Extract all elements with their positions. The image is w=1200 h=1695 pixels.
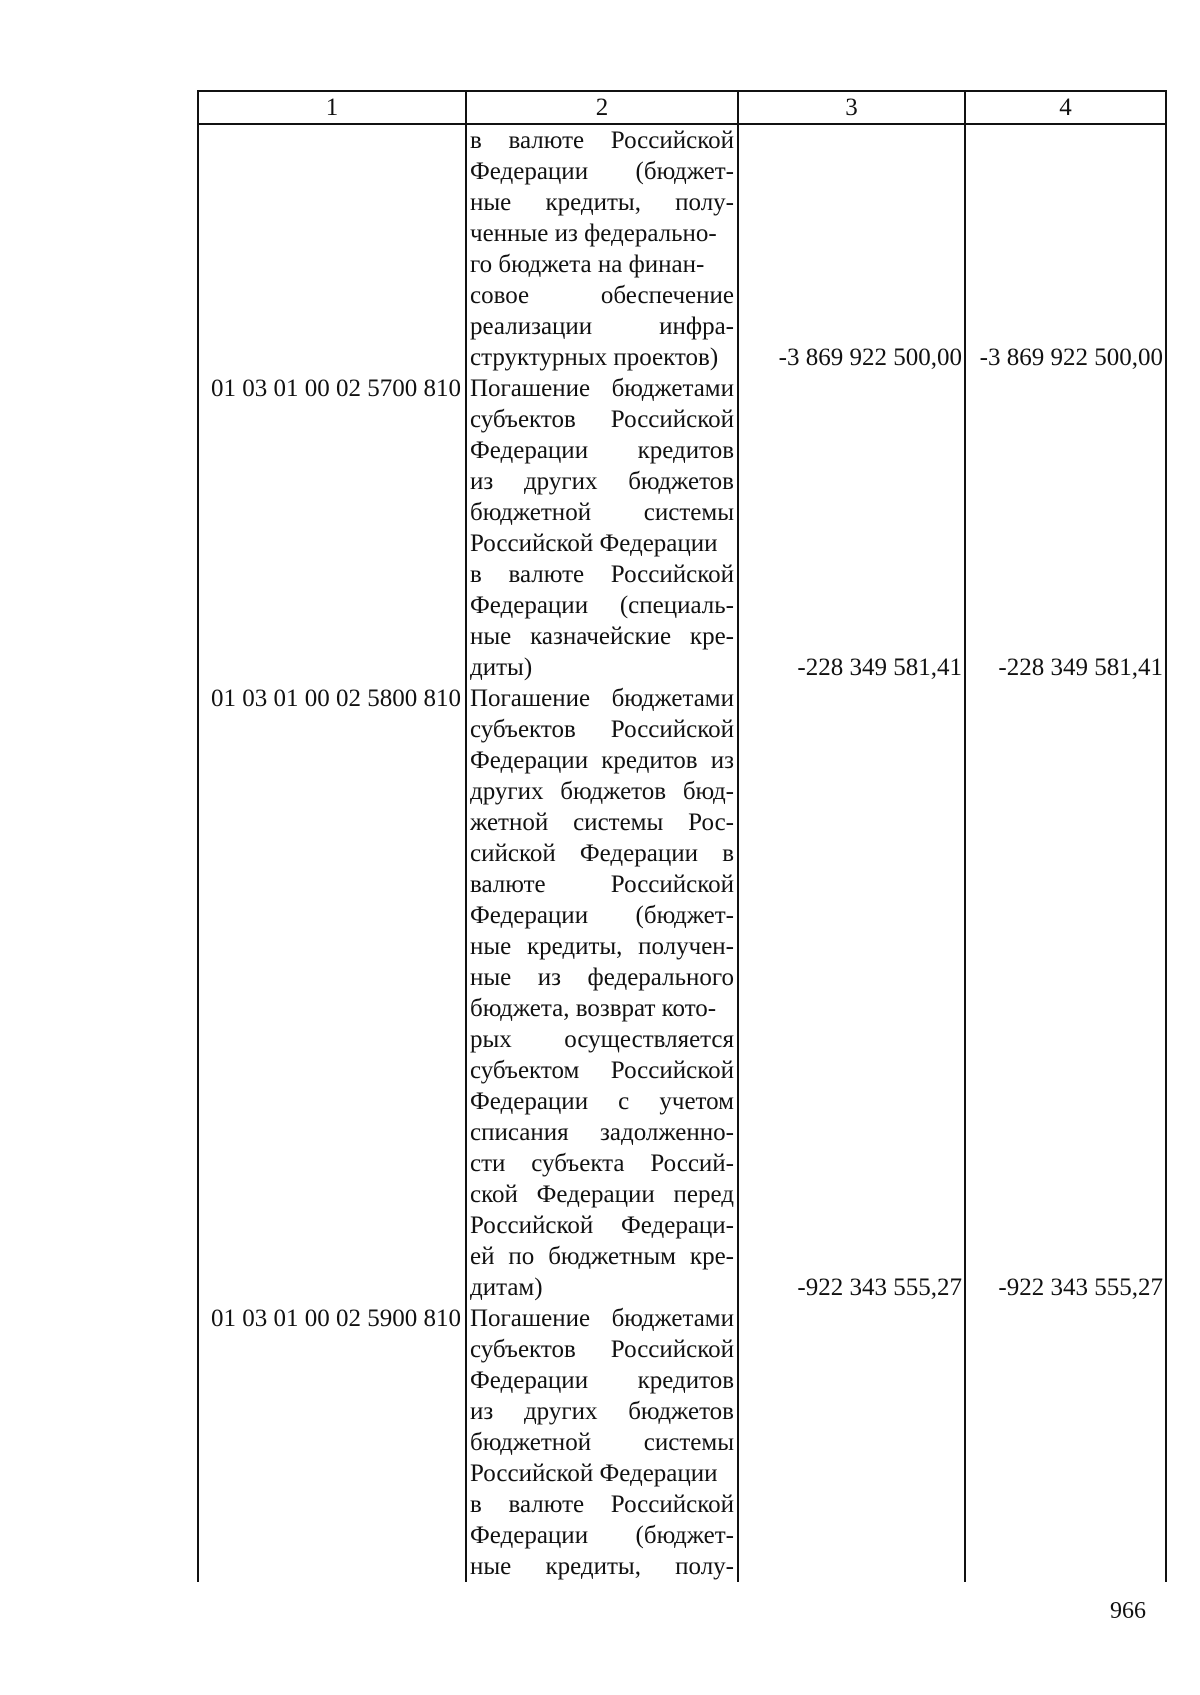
amount-col4-cell: -3 869 922 500,00 (965, 124, 1166, 373)
item-name-line: ные кредиты, получен- (470, 933, 734, 960)
item-name-line: списания задолженно- (470, 1119, 734, 1146)
budget-code-cell (198, 373, 466, 683)
amount-col3-cell: -228 349 581,41 (738, 373, 965, 683)
item-name-line: рых осуществляется (470, 1026, 734, 1053)
item-name-line: совое обеспечение (470, 282, 734, 309)
item-name-line: бюджета, возврат кото- (470, 995, 717, 1022)
item-name-line: бюджетной системы (470, 1429, 734, 1456)
item-name-cell (466, 124, 738, 373)
item-name-line: структурных проектов) (470, 344, 719, 371)
item-name-line: ской Федерации перед (470, 1181, 734, 1208)
item-name-line: реализации инфра- (470, 313, 734, 340)
item-name-line: в валюте Российской (470, 127, 734, 154)
item-name-line: Федерации (специаль- (470, 592, 734, 619)
table-header-row (198, 91, 1166, 124)
item-name-line: субъектов Российской (470, 716, 734, 743)
item-name-line: ные кредиты, полу- (470, 189, 734, 216)
item-name-line: ные казначейские кре- (470, 623, 734, 650)
table-row (198, 124, 1166, 373)
budget-code: 01 03 01 00 02 5700 810 (211, 375, 461, 402)
item-name-line: Федерации кредитов (470, 1367, 734, 1394)
item-name-line: Федерации кредитов из (470, 747, 734, 774)
item-name-line: сийской Федерации в (470, 840, 734, 867)
amount-col4-cell (965, 1303, 1166, 1582)
item-name-line: жетной системы Рос- (470, 809, 734, 836)
item-name-line: Российской Федераци- (470, 1212, 734, 1239)
table-row (198, 1303, 1166, 1582)
item-name-line: субъектом Российской (470, 1057, 734, 1084)
item-name-line: Федерации (бюджет- (470, 158, 734, 185)
table-row (198, 683, 1166, 1303)
amount-col3-cell: -3 869 922 500,00 (738, 124, 965, 373)
page-number: 966 (1110, 1598, 1146, 1624)
item-name-line: Погашение бюджетами (470, 375, 734, 402)
item-name-line: ные кредиты, полу- (470, 1553, 734, 1580)
column-header-2: 2 (466, 91, 738, 124)
item-name-line: Федерации (бюджет- (470, 1522, 734, 1549)
item-name-line: субъектов Российской (470, 1336, 734, 1363)
budget-code-cell (198, 683, 466, 1303)
item-name-line: Федерации кредитов (470, 437, 734, 464)
table-row (198, 373, 1166, 683)
item-name-line: субъектов Российской (470, 406, 734, 433)
item-name-line: бюджетной системы (470, 499, 734, 526)
item-name-line: других бюджетов бюд- (470, 778, 734, 805)
item-name-line: Российской Федерации (470, 530, 718, 557)
item-name-line: Погашение бюджетами (470, 685, 734, 712)
budget-code-cell (198, 1303, 466, 1582)
item-name-line: Федерации с учетом (470, 1088, 734, 1115)
column-header-3: 3 (738, 91, 965, 124)
item-name-line: из других бюджетов (470, 1398, 734, 1425)
column-header-4: 4 (965, 91, 1166, 124)
budget-code: 01 03 01 00 02 5800 810 (211, 685, 461, 712)
amount-col3-cell: -922 343 555,27 (738, 683, 965, 1303)
item-name-line: Федерации (бюджет- (470, 902, 734, 929)
item-name-line: го бюджета на финан- (470, 251, 705, 278)
item-name-line: ей по бюджетным кре- (470, 1243, 734, 1270)
amount-col4-cell: -922 343 555,27 (965, 683, 1166, 1303)
item-name-line: сти субъекта Россий- (470, 1150, 734, 1177)
item-name-line: ченные из федерально- (470, 220, 717, 247)
item-name-line: диты) (470, 654, 533, 681)
item-name-line: дитам) (470, 1274, 543, 1301)
amount-col3-cell (738, 1303, 965, 1582)
item-name-cell (466, 1303, 738, 1582)
item-name-line: ные из федерального (470, 964, 734, 991)
item-name-line: в валюте Российской (470, 1491, 734, 1518)
item-name-line: Погашение бюджетами (470, 1305, 734, 1332)
item-name-line: в валюте Российской (470, 561, 734, 588)
budget-code-cell (198, 124, 466, 373)
item-name-line: валюте Российской (470, 871, 734, 898)
item-name-cell (466, 373, 738, 683)
budget-code: 01 03 01 00 02 5900 810 (211, 1305, 461, 1332)
column-header-1: 1 (198, 91, 466, 124)
amount-col4-cell: -228 349 581,41 (965, 373, 1166, 683)
item-name-line: Российской Федерации (470, 1460, 718, 1487)
item-name-line: из других бюджетов (470, 468, 734, 495)
item-name-cell (466, 683, 738, 1303)
budget-sources-table (197, 90, 1167, 1582)
